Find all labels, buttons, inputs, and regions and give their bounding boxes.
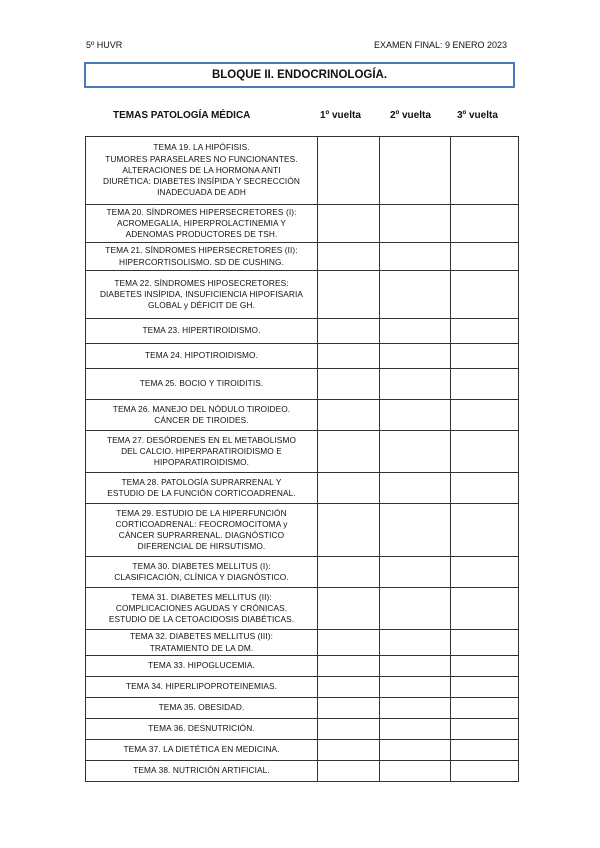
round-2-checkbox-cell[interactable] xyxy=(380,431,451,473)
round-1-checkbox-cell[interactable] xyxy=(318,205,380,243)
topics-table xyxy=(85,136,519,782)
round-1-checkbox-cell[interactable] xyxy=(318,656,380,677)
topic-cell xyxy=(86,698,318,719)
round-3-checkbox-cell[interactable] xyxy=(451,205,519,243)
round-1-checkbox-cell[interactable] xyxy=(318,740,380,761)
round-2-checkbox-cell[interactable] xyxy=(380,344,451,369)
round-2-checkbox-cell[interactable] xyxy=(380,205,451,243)
topic-text: TEMA 27. DESÓRDENES EN EL METABOLISMO DEL CALCIO. HIPERPARATIROIDISMO E HIPOPARATIROIDISMO. xyxy=(106,434,297,468)
table-row xyxy=(86,656,519,677)
round-1-checkbox-cell[interactable] xyxy=(318,630,380,656)
round-3-checkbox-cell[interactable] xyxy=(451,588,519,630)
round-3-checkbox-cell[interactable] xyxy=(451,656,519,677)
round-3-checkbox-cell[interactable] xyxy=(451,431,519,473)
table-row xyxy=(86,400,519,431)
round-1-checkbox-cell[interactable] xyxy=(318,431,380,473)
topic-text: TEMA 21. SÍNDROMES HIPERSECRETORES (II): HIPERCORTISOLISMO. SD DE CUSHING. xyxy=(105,245,298,267)
table-row xyxy=(86,271,519,319)
topic-cell xyxy=(86,431,318,473)
table-row xyxy=(86,630,519,656)
table-row xyxy=(86,137,519,205)
table-row xyxy=(86,740,519,761)
topic-text: TEMA 31. DIABETES MELLITUS (II): COMPLICACIONES AGUDAS Y CRÓNICAS. ESTUDIO DE LA CETOACIDOSIS DIABÉTICAS. xyxy=(108,591,295,625)
round-1-checkbox-cell[interactable] xyxy=(318,271,380,319)
table-row xyxy=(86,431,519,473)
table-row xyxy=(86,761,519,782)
round-1-checkbox-cell[interactable] xyxy=(318,369,380,400)
round-2-checkbox-cell[interactable] xyxy=(380,698,451,719)
topic-cell xyxy=(86,369,318,400)
topic-text: TEMA 36. DESNUTRICIÓN. xyxy=(148,723,255,734)
topic-cell xyxy=(86,677,318,698)
round-1-checkbox-cell[interactable] xyxy=(318,473,380,504)
round-1-checkbox-cell[interactable] xyxy=(318,504,380,557)
round-2-checkbox-cell[interactable] xyxy=(380,677,451,698)
round-2-checkbox-cell[interactable] xyxy=(380,740,451,761)
topic-cell xyxy=(86,557,318,588)
topic-text: TEMA 19. LA HIPÓFISIS. TUMORES PARASELARES NO FUNCIONANTES. ALTERACIONES DE LA HORMONA ANTI DIURÉTICA: DIABETES INSÍPIDA Y SECRECCIÓN INADECUADA DE ADH xyxy=(103,142,300,198)
round-3-checkbox-cell[interactable] xyxy=(451,319,519,344)
block-title-text: BLOQUE II. ENDOCRINOLOGÍA. xyxy=(211,69,388,81)
block-title xyxy=(84,62,515,88)
topic-text: TEMA 29. ESTUDIO DE LA HIPERFUNCIÓN CORTICOADRENAL: FEOCROMOCITOMA y CÁNCER SUPRARRENAL. DIAGNÓSTICO DIFERENCIAL DE HIRSUTISMO. xyxy=(115,507,288,552)
table-row xyxy=(86,473,519,504)
round-1-checkbox-cell[interactable] xyxy=(318,400,380,431)
table-row xyxy=(86,557,519,588)
round-2-checkbox-cell[interactable] xyxy=(380,588,451,630)
table-row xyxy=(86,719,519,740)
course-label: 5º HUVR xyxy=(86,40,123,50)
topic-cell xyxy=(86,588,318,630)
round-1-checkbox-cell[interactable] xyxy=(318,588,380,630)
round-3-checkbox-cell[interactable] xyxy=(451,243,519,271)
table-row xyxy=(86,243,519,271)
round-2-checkbox-cell[interactable] xyxy=(380,656,451,677)
table-row xyxy=(86,588,519,630)
topic-text: TEMA 38. NUTRICIÓN ARTIFICIAL. xyxy=(133,765,270,776)
round-3-checkbox-cell[interactable] xyxy=(451,761,519,782)
round-3-checkbox-cell[interactable] xyxy=(451,630,519,656)
topic-cell xyxy=(86,761,318,782)
round-2-checkbox-cell[interactable] xyxy=(380,761,451,782)
topic-cell xyxy=(86,344,318,369)
round-1-checkbox-cell[interactable] xyxy=(318,761,380,782)
topic-text: TEMA 35. OBESIDAD. xyxy=(158,702,245,713)
table-row xyxy=(86,205,519,243)
table-row xyxy=(86,698,519,719)
topic-cell xyxy=(86,740,318,761)
topic-text: TEMA 26. MANEJO DEL NÓDULO TIROIDEO. CÁNCER DE TIROIDES. xyxy=(112,403,291,425)
topic-cell xyxy=(86,473,318,504)
column-header-round-2: 2º vuelta xyxy=(390,110,431,121)
round-1-checkbox-cell[interactable] xyxy=(318,719,380,740)
round-2-checkbox-cell[interactable] xyxy=(380,243,451,271)
round-3-checkbox-cell[interactable] xyxy=(451,719,519,740)
round-2-checkbox-cell[interactable] xyxy=(380,137,451,205)
table-row xyxy=(86,369,519,400)
round-3-checkbox-cell[interactable] xyxy=(451,369,519,400)
topic-text: TEMA 32. DIABETES MELLITUS (III): TRATAMIENTO DE LA DM. xyxy=(130,631,273,653)
round-2-checkbox-cell[interactable] xyxy=(380,319,451,344)
round-2-checkbox-cell[interactable] xyxy=(380,719,451,740)
round-1-checkbox-cell[interactable] xyxy=(318,243,380,271)
round-3-checkbox-cell[interactable] xyxy=(451,698,519,719)
round-2-checkbox-cell[interactable] xyxy=(380,400,451,431)
round-3-checkbox-cell[interactable] xyxy=(451,504,519,557)
topic-cell xyxy=(86,319,318,344)
round-3-checkbox-cell[interactable] xyxy=(451,400,519,431)
round-1-checkbox-cell[interactable] xyxy=(318,137,380,205)
round-2-checkbox-cell[interactable] xyxy=(380,369,451,400)
round-1-checkbox-cell[interactable] xyxy=(318,319,380,344)
table-row xyxy=(86,344,519,369)
round-2-checkbox-cell[interactable] xyxy=(380,630,451,656)
round-3-checkbox-cell[interactable] xyxy=(451,137,519,205)
round-3-checkbox-cell[interactable] xyxy=(451,557,519,588)
topic-text: TEMA 25. BOCIO Y TIROIDITIS. xyxy=(139,378,264,389)
column-header-topics: TEMAS PATOLOGÍA MÉDICA xyxy=(113,110,251,121)
table-row xyxy=(86,504,519,557)
round-1-checkbox-cell[interactable] xyxy=(318,677,380,698)
column-header-round-1: 1º vuelta xyxy=(320,110,361,121)
round-1-checkbox-cell[interactable] xyxy=(318,344,380,369)
topic-text: TEMA 20. SÍNDROMES HIPERSECRETORES (I): ACROMEGALIA, HIPERPROLACTINEMIA Y ADENOMAS PRODUCTORES DE TSH. xyxy=(106,206,297,240)
round-2-checkbox-cell[interactable] xyxy=(380,271,451,319)
round-3-checkbox-cell[interactable] xyxy=(451,473,519,504)
round-3-checkbox-cell[interactable] xyxy=(451,344,519,369)
round-2-checkbox-cell[interactable] xyxy=(380,557,451,588)
topic-text: TEMA 37. LA DIETÉTICA EN MEDICINA. xyxy=(123,744,280,755)
topic-text: TEMA 28. PATOLOGÍA SUPRARRENAL Y ESTUDIO DE LA FUNCIÓN CORTICOADRENAL. xyxy=(107,476,296,498)
column-header-round-3: 3º vuelta xyxy=(457,110,498,121)
topic-text: TEMA 33. HIPOGLUCEMIA. xyxy=(148,660,255,671)
round-3-checkbox-cell[interactable] xyxy=(451,740,519,761)
topic-cell xyxy=(86,630,318,656)
round-3-checkbox-cell[interactable] xyxy=(451,271,519,319)
round-1-checkbox-cell[interactable] xyxy=(318,557,380,588)
table-row xyxy=(86,319,519,344)
topic-text: TEMA 30. DIABETES MELLITUS (I): CLASIFICACIÓN, CLÍNICA Y DIAGNÓSTICO. xyxy=(114,560,289,582)
topic-cell xyxy=(86,656,318,677)
topic-text: TEMA 34. HIPERLIPOPROTEINEMIAS. xyxy=(125,681,278,692)
topic-text: TEMA 23. HIPERTIROIDISMO. xyxy=(142,325,261,336)
exam-date: EXAMEN FINAL: 9 ENERO 2023 xyxy=(373,40,507,50)
topic-cell xyxy=(86,271,318,319)
topic-cell xyxy=(86,504,318,557)
round-2-checkbox-cell[interactable] xyxy=(380,473,451,504)
topic-cell xyxy=(86,719,318,740)
round-2-checkbox-cell[interactable] xyxy=(380,504,451,557)
topic-cell xyxy=(86,137,318,205)
topic-text: TEMA 22. SÍNDROMES HIPOSECRETORES: DIABETES INSÍPIDA, INSUFICIENCIA HIPOFISARIA GLOBAL y DÉFICIT DE GH. xyxy=(99,277,304,311)
topic-cell xyxy=(86,400,318,431)
topic-text: TEMA 24. HIPOTIROIDISMO. xyxy=(144,350,259,361)
topic-cell xyxy=(86,205,318,243)
round-1-checkbox-cell[interactable] xyxy=(318,698,380,719)
round-3-checkbox-cell[interactable] xyxy=(451,677,519,698)
topic-cell xyxy=(86,243,318,271)
table-row xyxy=(86,677,519,698)
